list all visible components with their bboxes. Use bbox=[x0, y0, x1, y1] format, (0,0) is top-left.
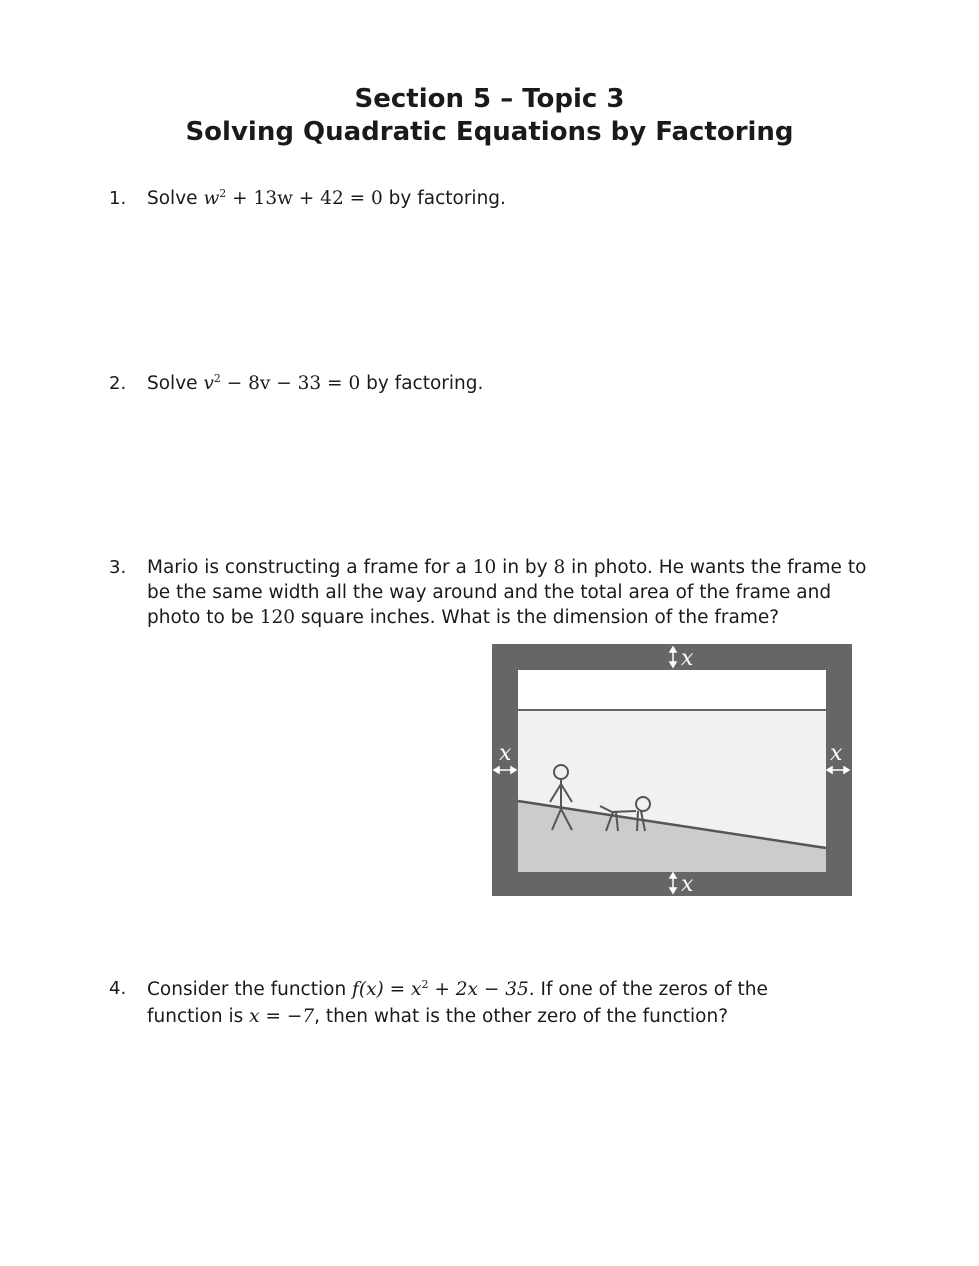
question-1-text bbox=[147, 186, 887, 211]
question-4-function-rest: + 2x − 35 bbox=[428, 979, 529, 1000]
question-4-number: 4. bbox=[109, 978, 127, 999]
topic-title: Solving Quadratic Equations by Factoring bbox=[185, 117, 794, 147]
question-2-text bbox=[147, 371, 887, 396]
question-2-number: 2. bbox=[109, 373, 127, 394]
question-3-part-d: square inches. What is the dimension of the frame? bbox=[295, 607, 780, 628]
question-4-part-a: Consider the function bbox=[147, 979, 353, 1000]
question-1-variable: w bbox=[203, 188, 220, 209]
question-3-height: 8 bbox=[553, 557, 566, 578]
question-2-equation: − 8v − 33 = 0 bbox=[220, 373, 361, 394]
photo-sky-band bbox=[518, 670, 826, 710]
question-2-variable: v bbox=[203, 373, 214, 394]
question-3-area: 120 bbox=[259, 607, 296, 628]
right-width-label: x bbox=[830, 741, 843, 766]
question-4-part-b: . If one of the zeros of the function is bbox=[147, 979, 768, 1027]
frame-diagram bbox=[492, 644, 852, 896]
question-3-number: 3. bbox=[109, 557, 127, 578]
question-1-suffix: by factoring. bbox=[388, 188, 506, 209]
question-4-zero: x = −7 bbox=[249, 1006, 315, 1027]
question-4-exponent: 2 bbox=[421, 978, 429, 991]
question-2-prefix: Solve bbox=[147, 373, 198, 394]
question-2-exponent: 2 bbox=[213, 372, 221, 385]
question-3-part-c: in photo. He wants the frame to be the same width all the way around and the total area of the frame and photo to be bbox=[147, 557, 867, 628]
left-width-label: x bbox=[499, 741, 512, 766]
question-3-width: 10 bbox=[472, 557, 497, 578]
question-3-part-a: Mario is constructing a frame for a bbox=[147, 557, 473, 578]
question-1-number: 1. bbox=[109, 188, 127, 209]
question-4-part-c: , then what is the other zero of the function? bbox=[314, 1006, 729, 1027]
question-2-suffix: by factoring. bbox=[366, 373, 484, 394]
question-1-prefix: Solve bbox=[147, 188, 198, 209]
question-1-exponent: 2 bbox=[219, 187, 227, 200]
bottom-width-label: x bbox=[681, 872, 694, 896]
section-title: Section 5 – Topic 3 bbox=[354, 84, 625, 114]
question-3-text bbox=[147, 555, 887, 630]
question-3-part-b: in by bbox=[496, 557, 554, 578]
question-4-function: f(x) = x bbox=[352, 979, 422, 1000]
question-1-equation: + 13w + 42 = 0 bbox=[226, 188, 383, 209]
question-4-text bbox=[147, 976, 817, 1030]
top-width-label: x bbox=[681, 646, 694, 671]
